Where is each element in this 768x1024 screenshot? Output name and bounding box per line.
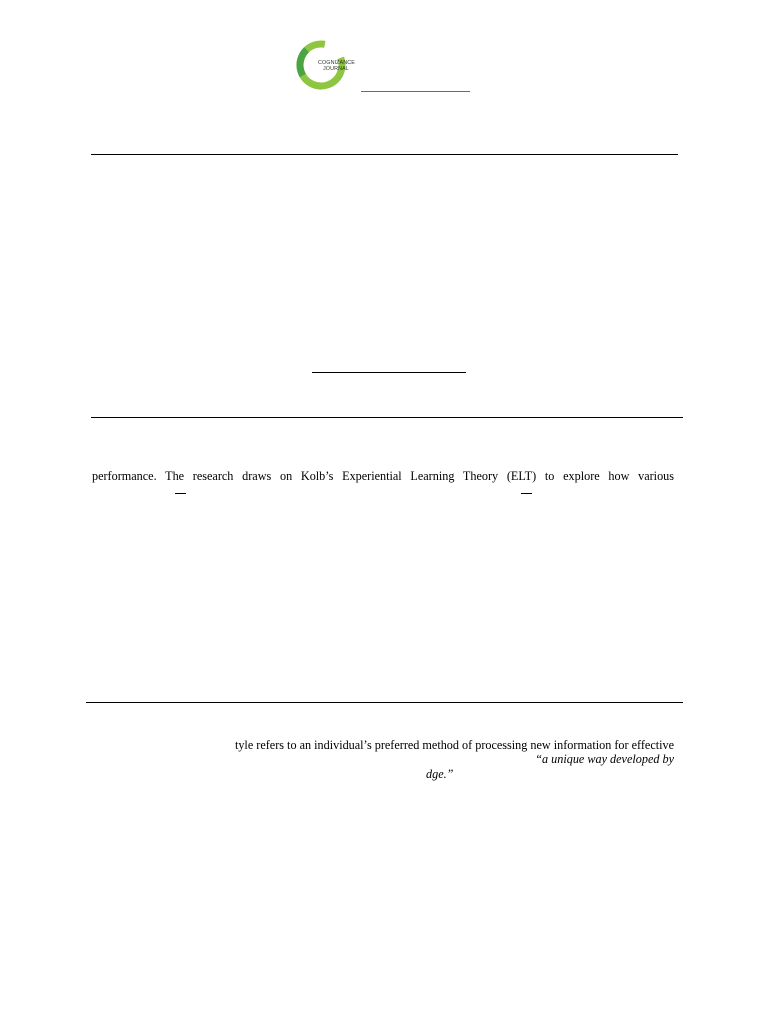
affiliation-underline — [312, 372, 466, 373]
intro-quote-line-2: “a unique way developed by — [535, 752, 674, 766]
logo-wordmark — [318, 60, 355, 72]
abstract-text-line: performance. The research draws on Kolb’s Experiential Learning Theory (ELT) to explore how various — [92, 469, 674, 483]
abstract-dash-marker — [175, 493, 186, 494]
abstract-dash-marker — [521, 493, 532, 494]
header-divider — [91, 154, 678, 155]
intro-text-line-1: tyle refers to an individual’s preferred method of processing new information for effective — [234, 738, 674, 752]
header-link-underline[interactable] — [361, 91, 470, 92]
abstract-bottom-divider — [86, 702, 683, 703]
logo-text-line1: COGNIZANCE — [318, 60, 355, 66]
intro-quote-line-3: dge.” — [426, 767, 454, 781]
abstract-top-divider — [91, 417, 683, 418]
logo-text-line2: JOURNAL — [323, 66, 349, 72]
